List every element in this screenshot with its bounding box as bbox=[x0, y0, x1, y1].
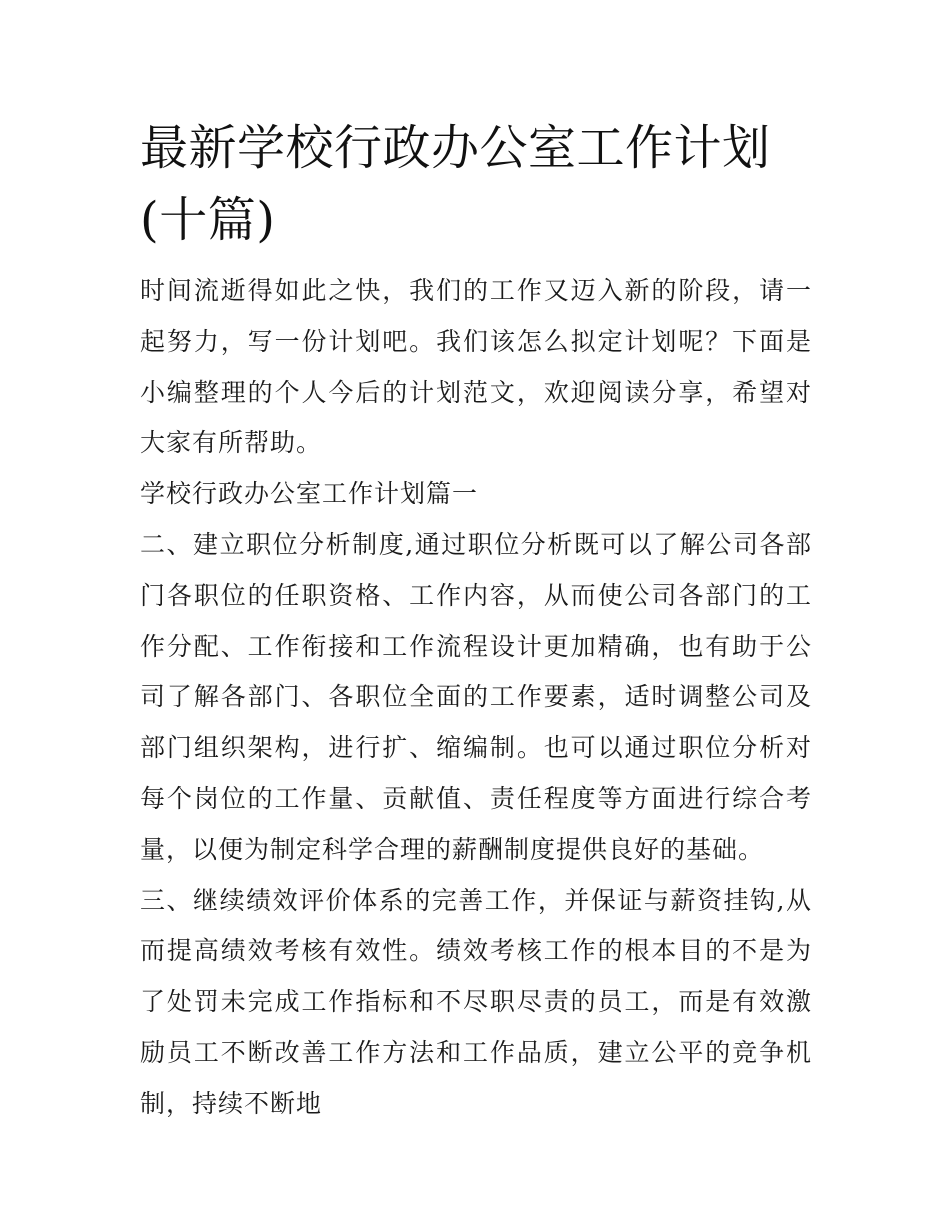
body-paragraph-2: 二、建立职位分析制度,通过职位分析既可以了解公司各部门各职位的任职资格、工作内容，从而使公司各部门的工作分配、工作衔接和工作流程设计更加精确，也有助于公司了解各部门、各职位全面的工作要素，适时调整公司及部门组织架构，进行扩、缩编制。也可以通过职位分析对每个岗位的工作量、贡献值、责任程度等方面进行综合考量，以便为制定科学合理的薪酬制度提供良好的基础。 bbox=[140, 529, 812, 864]
document-content bbox=[140, 112, 812, 1130]
document-title: 最新学校行政办公室工作计划(十篇) bbox=[140, 120, 771, 248]
section-heading: 学校行政办公室工作计划篇一 bbox=[140, 479, 479, 509]
intro-paragraph: 时间流逝得如此之快，我们的工作又迈入新的阶段，请一起努力，写一份计划吧。我们该怎么拟定计划呢？下面是小编整理的个人今后的计划范文，欢迎阅读分享，希望对大家有所帮助。 bbox=[140, 276, 812, 458]
body-paragraph-3: 三、继续绩效评价体系的完善工作，并保证与薪资挂钩,从而提高绩效考核有效性。绩效考核工作的根本目的不是为了处罚未完成工作指标和不尽职尽责的员工，而是有效激励员工不断改善工作方法和工作品质，建立公平的竞争机制，持续不断地 bbox=[140, 885, 812, 1118]
